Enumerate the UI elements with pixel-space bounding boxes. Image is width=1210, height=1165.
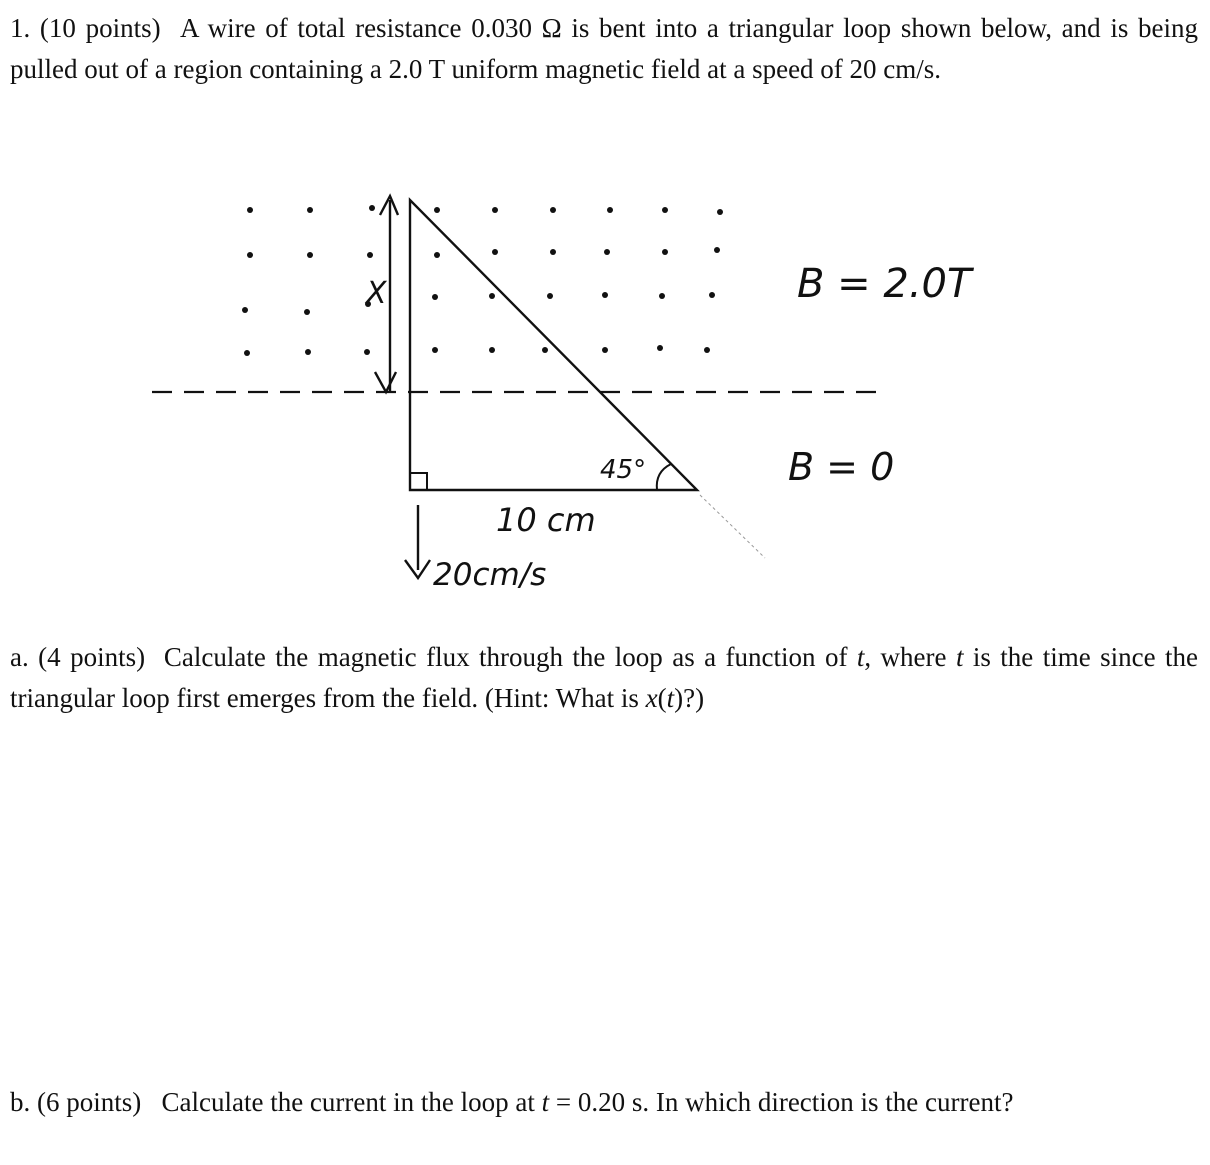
- problem-text-end: .: [934, 53, 942, 84]
- problem-number: 1.: [10, 13, 31, 43]
- part-a-points: (4 points): [38, 642, 146, 672]
- angle-arc: [657, 464, 671, 490]
- part-b-points: (6 points): [37, 1087, 142, 1117]
- field-label-bottom: B = 0: [788, 445, 895, 489]
- problem-points: (10 points): [39, 13, 161, 43]
- part-a-text-1: Calculate the magnetic flux through the loop as a function of: [163, 642, 857, 672]
- part-b-text-1: Calculate the current in the loop at: [161, 1087, 542, 1117]
- part-a: [10, 637, 1198, 718]
- right-angle-marker: [410, 473, 427, 490]
- var-x: x: [645, 682, 658, 713]
- part-a-label: a.: [10, 642, 29, 672]
- part-b: [10, 1082, 1198, 1123]
- problem-text-3: uniform magnetic field at a speed of: [444, 53, 850, 84]
- distance-arrow-head-bottom: [375, 372, 396, 392]
- var-t: t: [666, 682, 675, 713]
- problem-statement: [10, 8, 1198, 89]
- part-a-text-2: , where: [864, 642, 956, 672]
- var-t: t: [856, 642, 865, 672]
- faint-extension: [700, 495, 765, 558]
- part-b-text-2: = 0.20 s. In which direction is the current?: [549, 1087, 1014, 1117]
- problem-text-2: is bent into a triangular loop shown below, and is being pulled out of a region containing a: [10, 13, 1198, 84]
- part-a-text-5: )?): [674, 682, 705, 713]
- part-a-text-3: is the time since the triangular loop first emerges from the field. (Hint: What is: [10, 642, 1198, 713]
- velocity-label: 20cm/s: [433, 557, 547, 593]
- resistance-value: 0.030 Ω: [471, 13, 562, 43]
- distance-label: X: [366, 276, 387, 311]
- field-dots: [242, 205, 723, 356]
- field-value: 2.0 T: [388, 53, 445, 84]
- part-a-text-4: (: [657, 682, 667, 713]
- triangular-loop: [410, 200, 697, 490]
- problem-text-1: A wire of total resistance: [179, 13, 472, 43]
- triangular-loop-figure: [0, 160, 1000, 620]
- base-label: 10 cm: [496, 501, 596, 539]
- field-label-top: B = 2.0T: [797, 261, 972, 307]
- var-t: t: [541, 1087, 550, 1117]
- speed-value: 20 cm/s: [849, 53, 935, 84]
- part-b-label: b.: [10, 1087, 31, 1117]
- angle-label: 45°: [600, 455, 647, 485]
- var-t: t: [955, 642, 964, 672]
